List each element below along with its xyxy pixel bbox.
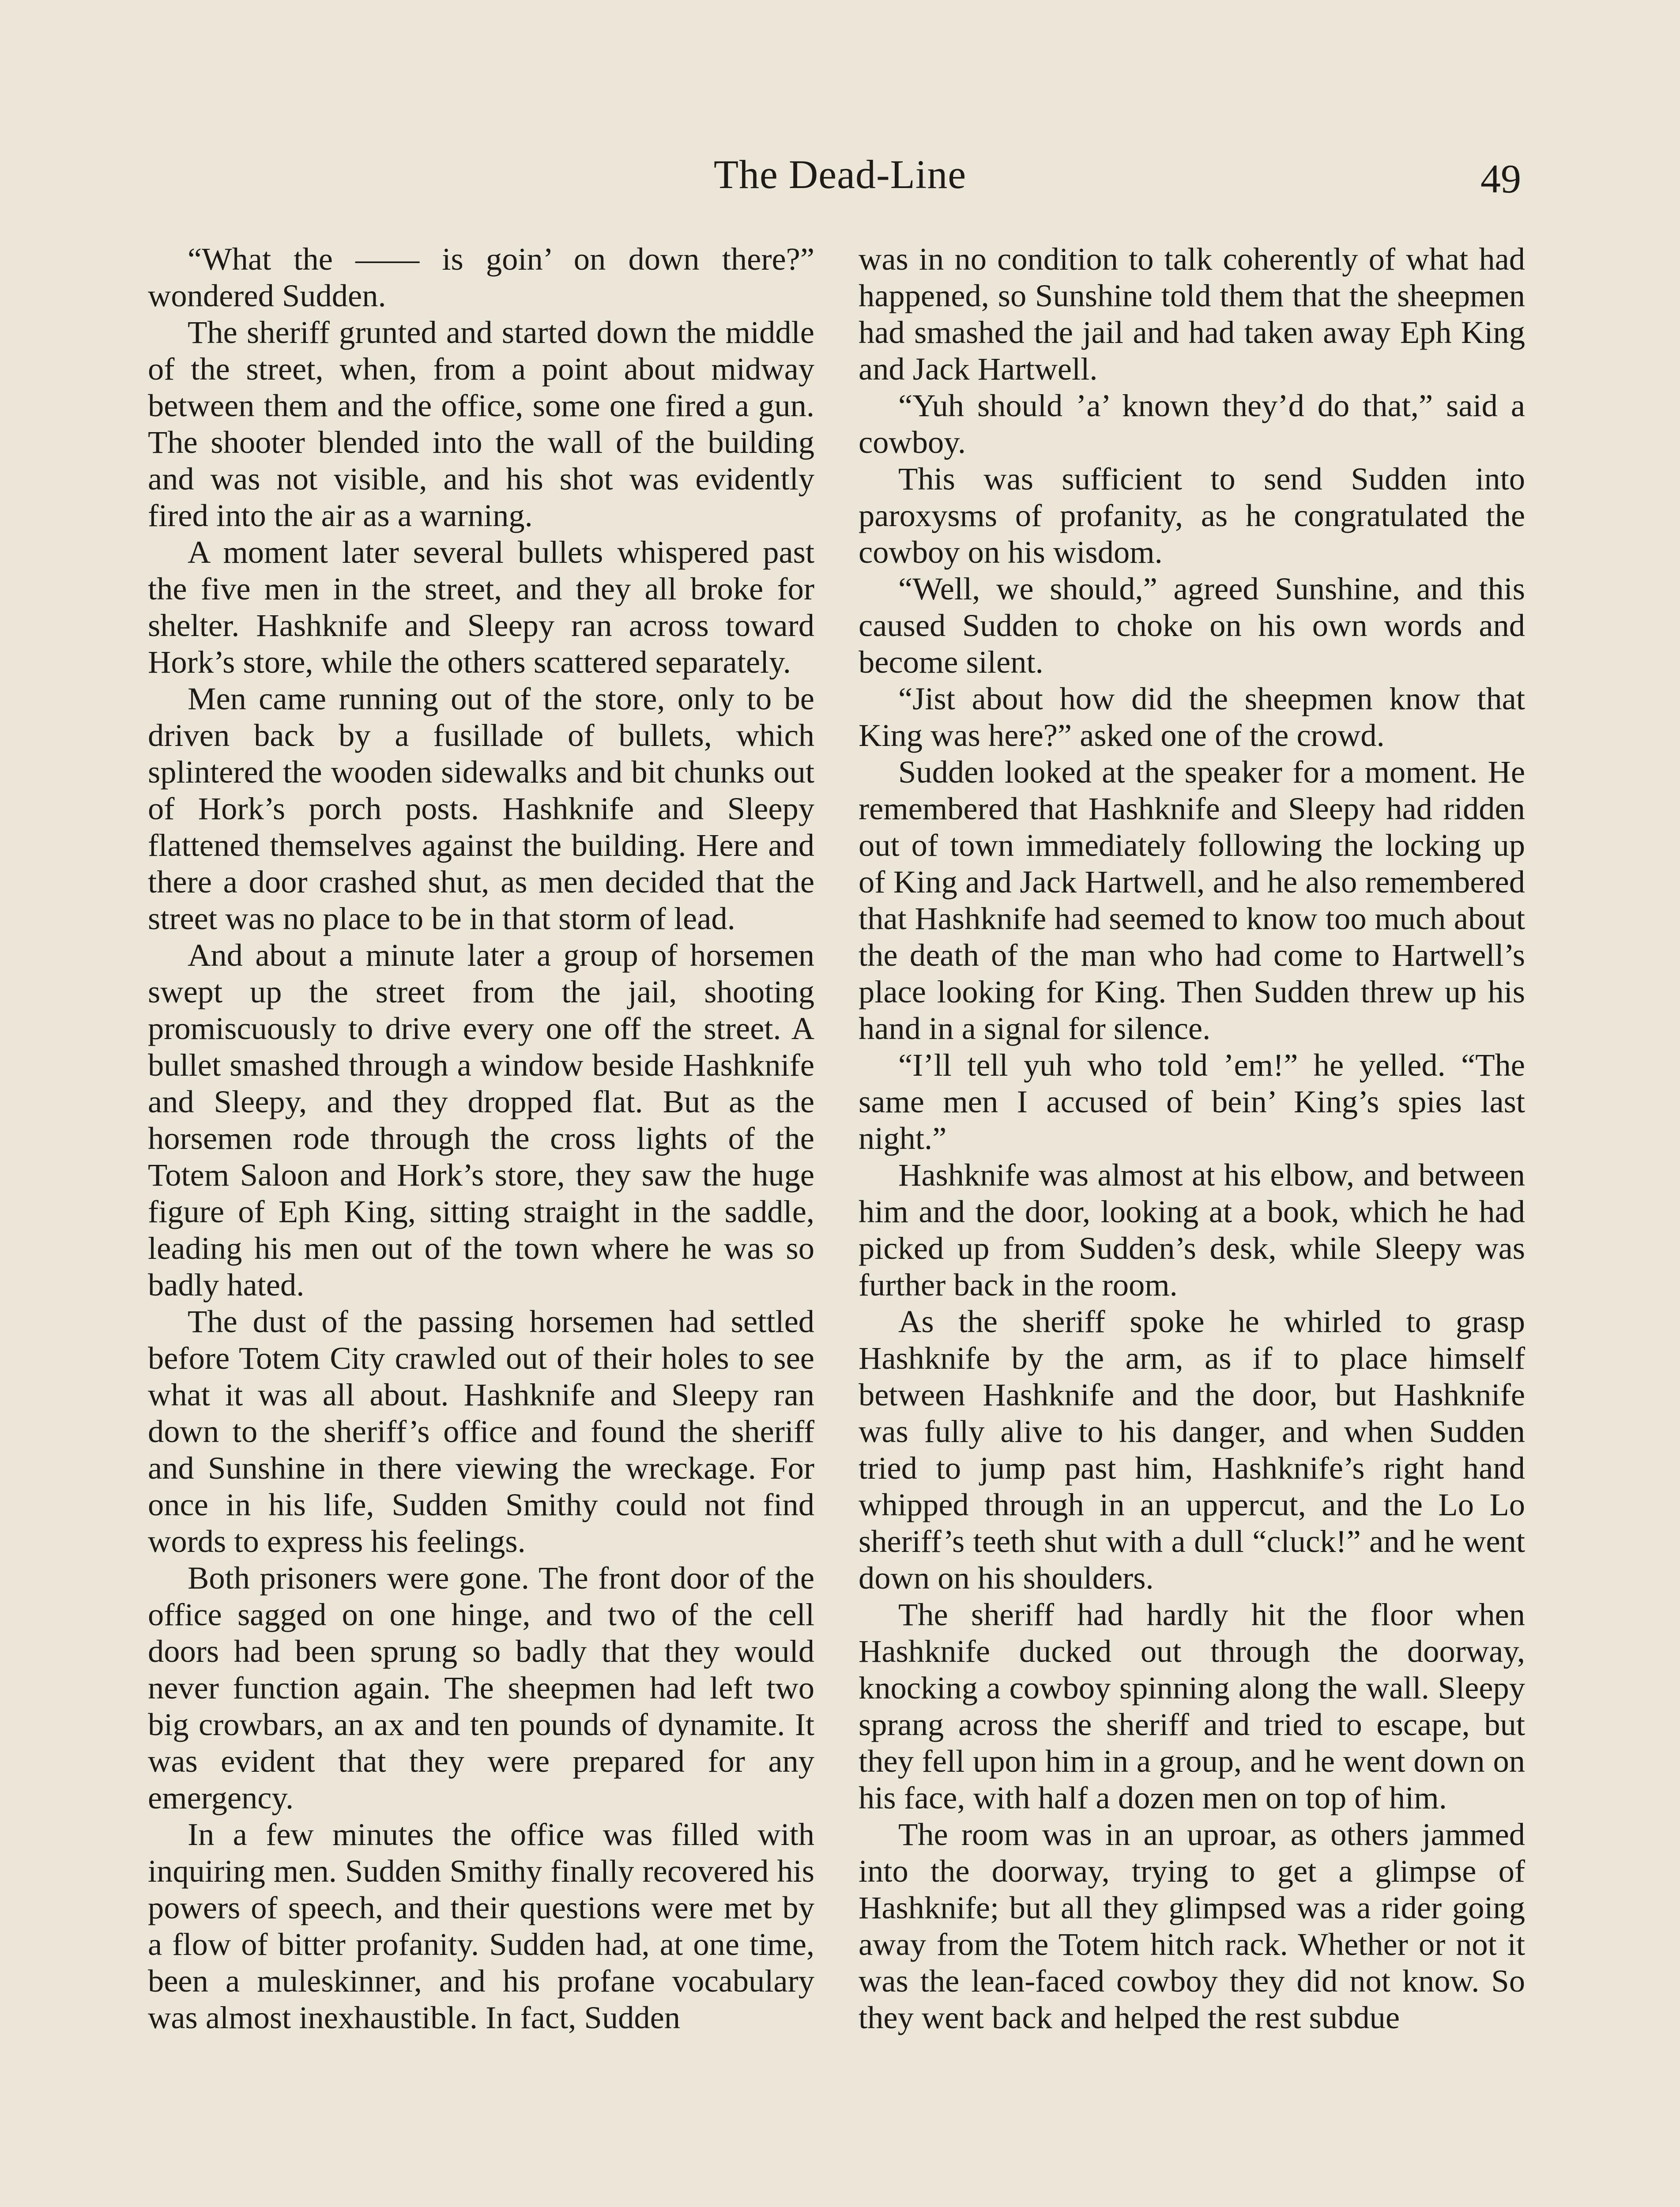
paragraph: Both prisoners were gone. The front door of the office sagged on one hinge, and two of the cell doors had been sprung so badly that they would never function again. The sheepmen had left two big crowbars, an ax and ten pounds of dynamite. It was evident that they were prepared for any emergency. [148,1560,814,1815]
running-head [0,146,1680,207]
paragraph: And about a minute later a group of horsemen swept up the street from the jail, shooting promiscuously to drive every one off the street. A bullet smashed through a window beside Hashknife and Sleepy, and they dropped flat. But as the horsemen rode through the cross lights of the Totem Saloon and Hork’s store, they saw the huge figure of Eph King, sitting straight in the saddle, leading his men out of the town where he was so badly hated. [148,937,814,1303]
paragraph: The room was in an uproar, as others jammed into the doorway, trying to get a glimpse of Hashknife; but all they glimpsed was a rider going away from the Totem hitch rack. Whether or not it was the lean-faced cowboy they did not know. So they went back and helped the rest subdue [859,1816,1525,2035]
paragraph: “I’ll tell yuh who told ’em!” he yelled. “The same men I accused of bein’ King’s spies last night.” [859,1047,1525,1156]
paragraph: In a few minutes the office was filled with inquiring men. Sudden Smithy finally recovered his powers of speech, and their questions were met by a flow of bitter profanity. Sudden had, at one time, been a muleskinner, and his profane vocabulary was almost inexhaustible. In fact, Sudden [148,1816,814,2035]
right-column [859,241,1525,2036]
paragraph: Men came running out of the store, only to be driven back by a fusillade of bullets, which splintered the wooden sidewalks and bit chunks out of Hork’s porch posts. Hashknife and Sleepy flattened themselves against the building. Here and there a door crashed shut, as men decided that the street was no place to be in that storm of lead. [148,681,814,936]
paragraph: A moment later several bullets whispered past the five men in the street, and they all broke for shelter. Hashknife and Sleepy ran across toward Hork’s store, while the others scattered separately. [148,534,814,680]
continued-paragraph: was in no condition to talk coherently of what had happened, so Sunshine told them that the sheepmen had smashed the jail and had taken away Eph King and Jack Hartwell. [859,241,1525,387]
paragraph: “Well, we should,” agreed Sunshine, and this caused Sudden to choke on his own words and become silent. [859,571,1525,680]
paragraph: Hashknife was almost at his elbow, and between him and the door, looking at a book, which he had picked up from Sudden’s desk, while Sleepy was further back in the room. [859,1157,1525,1303]
left-column [148,241,814,2036]
running-title: The Dead-Line [713,152,967,197]
paragraph: The sheriff had hardly hit the floor when Hashknife ducked out through the doorway, knocking a cowboy spinning along the wall. Sleepy sprang across the sheriff and tried to escape, but they fell upon him in a group, and he went down on his face, with half a dozen men on top of him. [859,1597,1525,1815]
page-number: 49 [1480,156,1521,201]
paragraph: The sheriff grunted and started down the middle of the street, when, from a point about midway between them and the office, some one fired a gun. The shooter blended into the wall of the building and was not visible, and his shot was evidently fired into the air as a warning. [148,314,814,533]
paragraph: “Jist about how did the sheepmen know that King was here?” asked one of the crowd. [859,681,1525,753]
paragraph: As the sheriff spoke he whirled to grasp Hashknife by the arm, as if to place himself between Hashknife and the door, but Hashknife was fully alive to his danger, and when Sudden tried to jump past him, Hashknife’s right hand whipped through in an uppercut, and the Lo Lo sheriff’s teeth shut with a dull “cluck!” and he went down on his shoulders. [859,1303,1525,1596]
paragraph: Sudden looked at the speaker for a moment. He remembered that Hashknife and Sleepy had ridden out of town immediately following the locking up of King and Jack Hartwell, and he also remembered that Hashknife had seemed to know too much about the death of the man who had come to Hartwell’s place looking for King. Then Sudden threw up his hand in a signal for silence. [859,754,1525,1046]
paragraph: “What the —— is goin’ on down there?” wondered Sudden. [148,241,814,313]
paragraph: “Yuh should ’a’ known they’d do that,” said a cowboy. [859,388,1525,460]
paragraph: This was sufficient to send Sudden into paroxysms of profanity, as he congratulated the cowboy on his wisdom. [859,461,1525,570]
paragraph: The dust of the passing horsemen had settled before Totem City crawled out of their holes to see what it was all about. Hashknife and Sleepy ran down to the sheriff’s office and found the sheriff and Sunshine in there viewing the wreckage. For once in his life, Sudden Smithy could not find words to express his feelings. [148,1303,814,1559]
